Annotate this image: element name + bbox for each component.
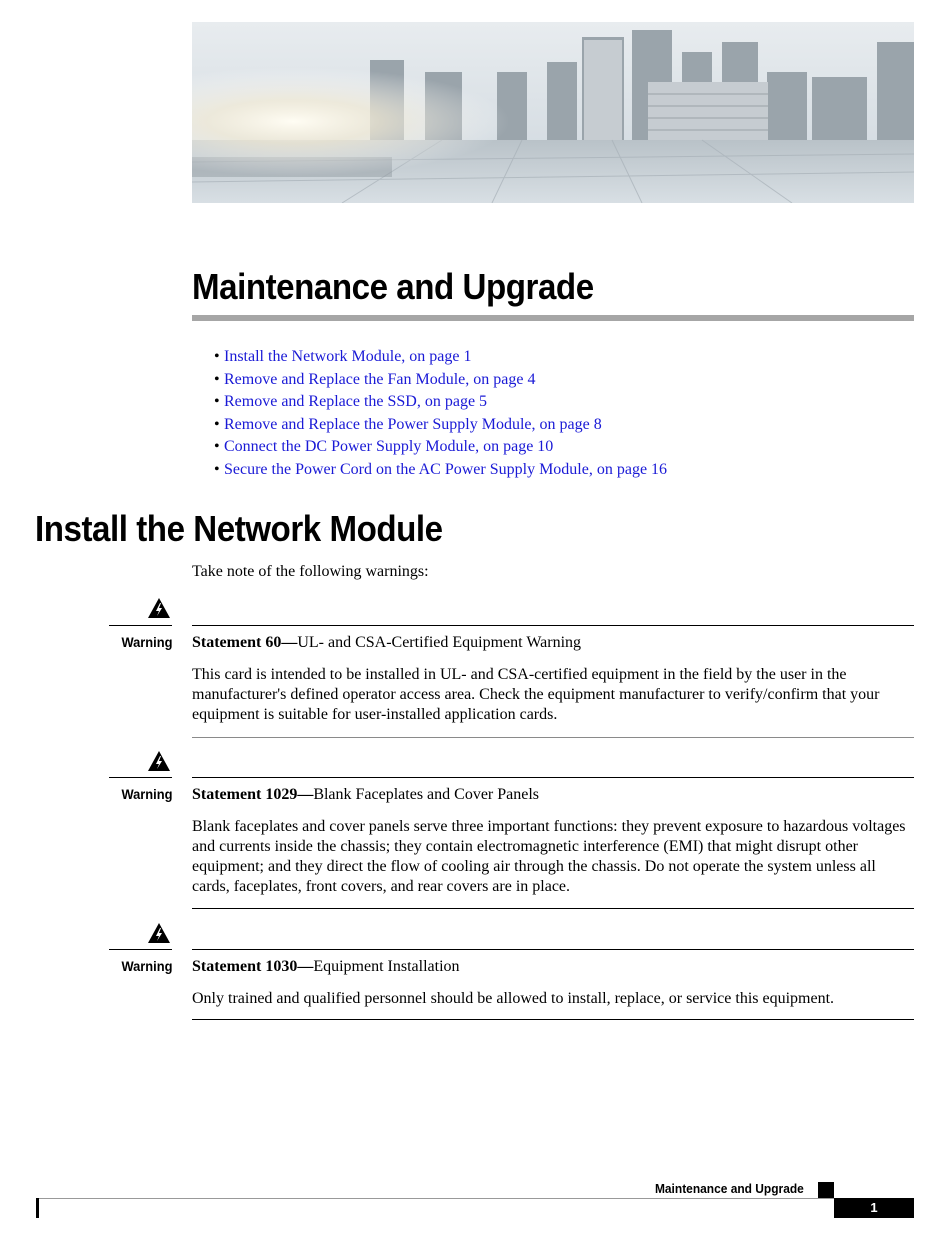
warning-body: Blank faceplates and cover panels serve three important functions: they prevent exposure to hazardous voltages and currents inside the chassis; they contain electromagnetic interference (EMI) that might disrupt other equipment; and they direct the flow of cooling air through the chassis. Do not operate the system unless all cards, faceplates, front covers, and rear covers are in place. — [192, 818, 906, 895]
warning-end-divider — [192, 1019, 914, 1020]
warning-icon — [147, 922, 171, 949]
warning-label: Warning — [120, 634, 172, 650]
page-number: 1 — [834, 1198, 914, 1218]
title-rule — [192, 315, 914, 321]
warning-label: Warning — [120, 786, 172, 802]
warning-icon — [147, 597, 171, 624]
warning-icon — [147, 750, 171, 777]
warning-label: Warning — [120, 958, 172, 974]
bullet: • — [214, 370, 220, 388]
warning-divider — [109, 625, 172, 626]
statement-heading: UL- and CSA-Certified Equipment Warning — [297, 634, 582, 651]
toc-item — [214, 436, 667, 459]
warning-body: Only trained and qualified personnel should be allowed to install, replace, or service this equipment. — [192, 990, 835, 1007]
warning-divider — [192, 777, 914, 778]
section-title: Install the Network Module — [35, 508, 443, 549]
bullet: • — [214, 415, 220, 433]
section-intro: Take note of the following warnings: — [192, 563, 429, 580]
bullet: • — [214, 393, 220, 411]
footer-chapter-title: Maintenance and Upgrade — [655, 1181, 804, 1196]
statement-heading: Equipment Installation — [313, 958, 460, 975]
footer-marker — [818, 1182, 834, 1198]
toc-link-dc-power-supply[interactable]: Connect the DC Power Supply Module, on page 10 — [224, 438, 554, 456]
table-of-contents — [214, 346, 667, 482]
warning-statement — [192, 786, 539, 804]
warning-divider — [192, 949, 914, 950]
warning-divider — [109, 777, 172, 778]
statement-number: Statement 60— — [192, 634, 298, 651]
footer-left-marker — [36, 1198, 39, 1218]
toc-link-fan-module[interactable]: Remove and Replace the Fan Module, on page 4 — [224, 370, 536, 388]
warning-divider — [192, 625, 914, 626]
bullet: • — [214, 348, 220, 365]
toc-item — [214, 391, 667, 414]
warning-end-divider — [192, 737, 914, 738]
statement-heading: Blank Faceplates and Cover Panels — [313, 786, 540, 803]
warning-end-divider — [192, 908, 914, 909]
toc-link-ssd[interactable]: Remove and Replace the SSD, on page 5 — [224, 393, 488, 411]
warning-statement — [192, 634, 581, 652]
toc-item — [214, 346, 667, 369]
bullet: • — [214, 460, 220, 478]
footer-rule — [36, 1198, 836, 1199]
statement-number: Statement 1030— — [192, 958, 314, 975]
toc-item — [214, 369, 667, 392]
bullet: • — [214, 438, 220, 456]
toc-item — [214, 414, 667, 437]
warning-statement — [192, 958, 460, 976]
warning-body: This card is intended to be installed in UL- and CSA-certified equipment in the field by the user in the manufacturer's defined operator access area. Check the equipment manufacturer to verify/confirm that your equipment is suitable for user-installed application cards. — [192, 666, 880, 723]
statement-number: Statement 1029— — [192, 786, 314, 803]
warning-divider — [109, 949, 172, 950]
toc-link-install-network-module[interactable]: Install the Network Module, on page 1 — [224, 348, 472, 365]
chapter-title: Maintenance and Upgrade — [192, 266, 594, 307]
toc-item — [214, 459, 667, 482]
banner-image — [192, 22, 914, 203]
toc-link-secure-power-cord[interactable]: Secure the Power Cord on the AC Power Supply Module, on page 16 — [224, 460, 668, 478]
toc-link-power-supply-module[interactable]: Remove and Replace the Power Supply Module, on page 8 — [224, 415, 602, 433]
